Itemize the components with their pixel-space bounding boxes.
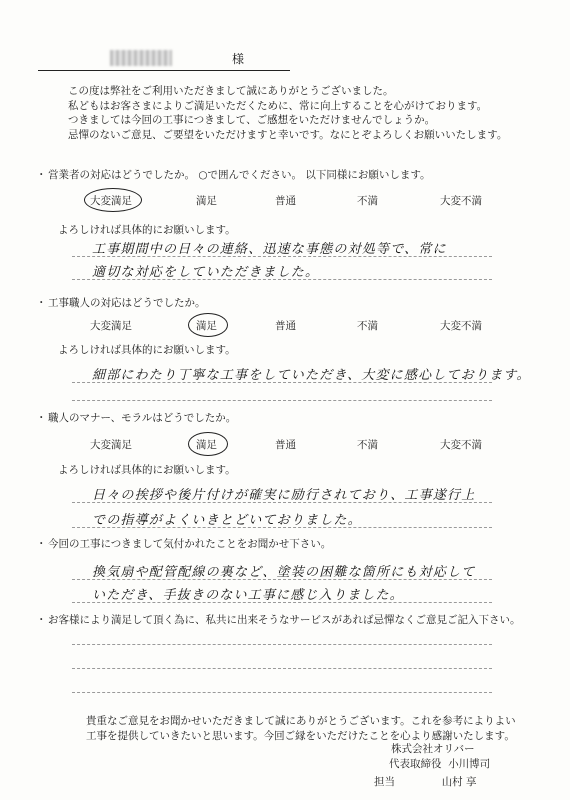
honorific: 様 <box>232 52 245 66</box>
staff-name: 山村 享 <box>441 776 477 788</box>
bullet: ・ <box>36 169 47 181</box>
rating-option[interactable]: 大変満足 <box>90 195 132 207</box>
bullet: ・ <box>36 297 47 309</box>
answer-rule <box>72 644 492 645</box>
answer-line: での指導がよくいきとどいておりました。 <box>92 513 362 528</box>
answer-line: 適切な対応をしていただきました。 <box>92 265 320 280</box>
staff-label: 担当 <box>374 776 395 788</box>
ask-detail: よろしければ具体的にお願いします。 <box>58 224 236 236</box>
company-name: 株式会社オリバー <box>391 743 475 755</box>
question-3-text: 職人のマナー、モラルはどうでしたか。 <box>48 412 237 424</box>
question-5 <box>36 612 521 627</box>
answer-line: 日々の挨拶や後片付けが確実に励行されており、工事遂行上 <box>92 488 476 503</box>
answer-line: 工事期間中の日々の連絡、迅速な事態の対処等で、常に <box>92 242 447 257</box>
answer-rule <box>72 602 492 603</box>
answer-rule <box>72 527 492 528</box>
rating-option[interactable]: 不満 <box>357 439 378 451</box>
rating-option[interactable]: 大変満足 <box>90 439 132 451</box>
question-3 <box>36 410 236 425</box>
selection-circle <box>84 188 142 212</box>
question-5-text: お客様により満足して頂く為に、私共に出来そうなサービスがあれば忌憚なくご意見ご記入下さい。 <box>48 614 521 626</box>
rating-option[interactable]: 大変不満 <box>440 195 482 207</box>
answer-rule <box>72 579 492 580</box>
rating-option[interactable]: 不満 <box>357 320 378 332</box>
rating-row-3 <box>0 437 570 453</box>
question-4-text: 今回の工事につきまして気付かれたことをお聞かせ下さい。 <box>48 538 332 550</box>
intro-line: この度は弊社をご利用いただきまして誠にありがとうございました。 <box>68 85 394 97</box>
intro-line: 忌憚のないご意見、ご要望をいただけますと幸いです。なにとぞよろしくお願いいたします。 <box>68 128 508 141</box>
selection-circle <box>188 313 228 337</box>
rating-option[interactable]: 普通 <box>275 195 296 207</box>
rating-option[interactable]: 満足 <box>196 320 217 332</box>
answer-line: いただき、手抜きのない工事に感じ入りました。 <box>92 588 404 603</box>
question-1 <box>36 167 431 182</box>
customer-name-redacted <box>110 50 172 66</box>
intro-text <box>68 84 507 142</box>
rating-option[interactable]: 普通 <box>275 320 296 332</box>
answer-rule <box>72 502 492 503</box>
staff-block <box>374 774 477 789</box>
closing-line: 工事を提供していきたいと思います。今回ご縁をいただけたことを心より感謝いたします。 <box>86 729 515 742</box>
answer-rule <box>72 400 492 401</box>
question-2 <box>36 295 206 310</box>
rating-option[interactable]: 大変満足 <box>90 320 132 332</box>
representative-title: 代表取締役 <box>389 757 442 770</box>
rating-option[interactable]: 普通 <box>275 439 296 451</box>
answer-line: 換気扇や配管配線の裏など、塗装の困難な箇所にも対応して <box>92 565 476 580</box>
representative-name: 小川博司 <box>448 757 491 770</box>
answer-rule <box>72 279 492 280</box>
rating-option[interactable]: 大変不満 <box>440 320 482 332</box>
ask-detail: よろしければ具体的にお願いします。 <box>58 464 236 476</box>
closing-line: 貴重なご意見をお聞かせいただきまして誠にありがとうございます。これを参考によりよい <box>86 715 516 727</box>
selection-circle <box>188 432 228 456</box>
bullet: ・ <box>36 538 47 550</box>
rating-option[interactable]: 大変不満 <box>440 439 482 451</box>
answer-line: 細部にわたり丁寧な工事をしていただき、大変に感心しております。 <box>92 368 531 383</box>
name-underline <box>38 70 290 71</box>
question-2-text: 工事職人の対応はどうでしたか。 <box>48 297 206 309</box>
rating-row-1 <box>0 193 570 209</box>
rating-option[interactable]: 満足 <box>196 195 217 207</box>
bullet: ・ <box>36 614 47 626</box>
ask-detail: よろしければ具体的にお願いします。 <box>58 344 236 356</box>
rating-row-2 <box>0 318 570 334</box>
rating-option[interactable]: 満足 <box>196 439 217 451</box>
intro-line: 私どもはお客さまによりご満足いただくために、常に向上することを心がけております。 <box>68 99 488 112</box>
answer-rule <box>72 382 492 383</box>
closing-message <box>86 714 516 743</box>
question-4 <box>36 536 331 551</box>
company-block <box>391 742 490 771</box>
answer-rule <box>72 692 492 693</box>
question-1-text: 営業者の対応はどうでしたか。 ○で囲んでください。 以下同様にお願いします。 <box>48 169 431 181</box>
answer-rule <box>72 668 492 669</box>
rating-option[interactable]: 不満 <box>357 195 378 207</box>
bullet: ・ <box>36 412 47 424</box>
intro-line: つきましては今回の工事につきまして、ご感想をいただけませんでしょうか。 <box>68 114 436 127</box>
answer-rule <box>72 256 492 257</box>
